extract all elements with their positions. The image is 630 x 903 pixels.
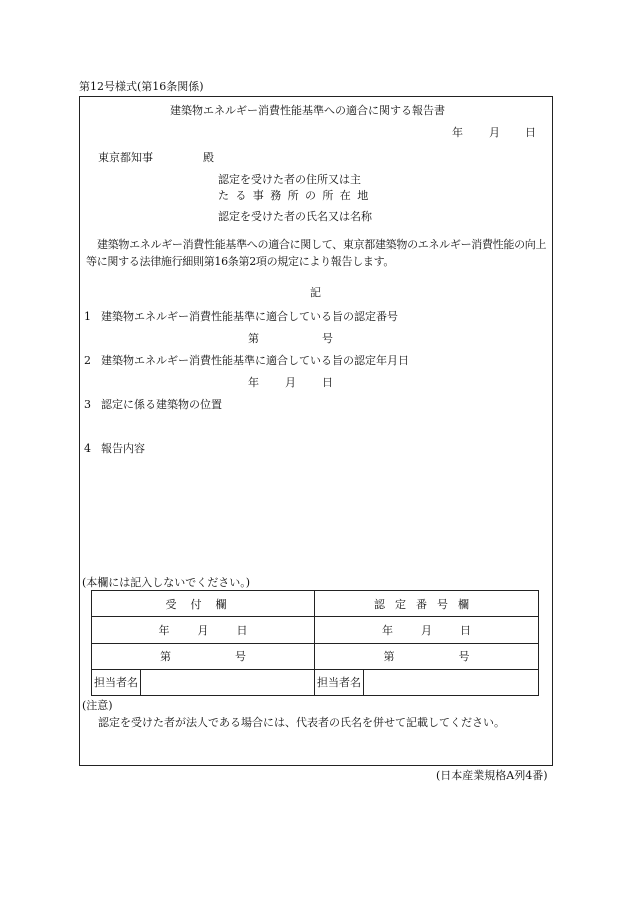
form-title: 建築物エネルギー消費性能基準への適合に関する報告書: [170, 104, 445, 117]
certification-staff-field: [364, 669, 539, 695]
paper-size-note: (日本産業規格A列4番): [436, 769, 548, 782]
ki-heading: 記: [310, 286, 321, 299]
certification-staff-label: 担当者名: [315, 669, 364, 695]
item-2-year: 年: [248, 376, 259, 389]
reception-date: 年 月 日: [92, 617, 315, 643]
date-year: 年: [452, 126, 463, 139]
certification-number: 第 号: [315, 643, 539, 669]
date-month: 月: [489, 126, 500, 139]
item-1-dai: 第: [248, 332, 259, 345]
reception-header: 受付欄: [92, 591, 315, 617]
date-day: 日: [525, 126, 536, 139]
item-3-label: 認定に係る建築物の位置: [101, 398, 222, 411]
item-2-number: 2: [84, 354, 91, 367]
addressee: 東京都知事: [98, 151, 153, 164]
item-4-number: 4: [84, 442, 91, 455]
item-1-label: 建築物エネルギー消費性能基準に適合している旨の認定番号: [101, 310, 398, 323]
item-1-go: 号: [322, 332, 333, 345]
certification-number-header: 認定番号欄: [315, 591, 539, 617]
honorific: 殿: [203, 151, 214, 164]
reception-staff-field: [141, 669, 315, 695]
item-2-day: 日: [322, 376, 333, 389]
item-3-number: 3: [84, 398, 91, 411]
notes-heading: (注意): [82, 699, 113, 712]
reception-staff-label: 担当者名: [92, 669, 141, 695]
office-use-table: [91, 590, 539, 696]
report-body: 建築物エネルギー消費性能基準への適合に関して、東京都建築物のエネルギー消費性能の向上等に関する法律施行細則第16条第2項の規定により報告します。: [86, 238, 547, 268]
notes-text: 認定を受けた者が法人である場合には、代表者の氏名を併せて記載してください。: [98, 716, 505, 729]
item-2-label: 建築物エネルギー消費性能基準に適合している旨の認定年月日: [101, 354, 409, 367]
applicant-address-label: 認定を受けた者の住所又は主: [218, 173, 361, 186]
office-use-note: (本欄には記入しないでください。): [82, 576, 251, 589]
applicant-address-label-cont: たる事務所の所在地: [218, 189, 375, 202]
certification-date: 年 月 日: [315, 617, 539, 643]
item-1-number: 1: [84, 310, 91, 323]
item-2-month: 月: [285, 376, 296, 389]
item-4-label: 報告内容: [101, 442, 145, 455]
reception-number: 第 号: [92, 643, 315, 669]
applicant-name-label: 認定を受けた者の氏名又は名称: [218, 210, 372, 223]
form-number: 第12号様式(第16条関係): [79, 80, 204, 93]
